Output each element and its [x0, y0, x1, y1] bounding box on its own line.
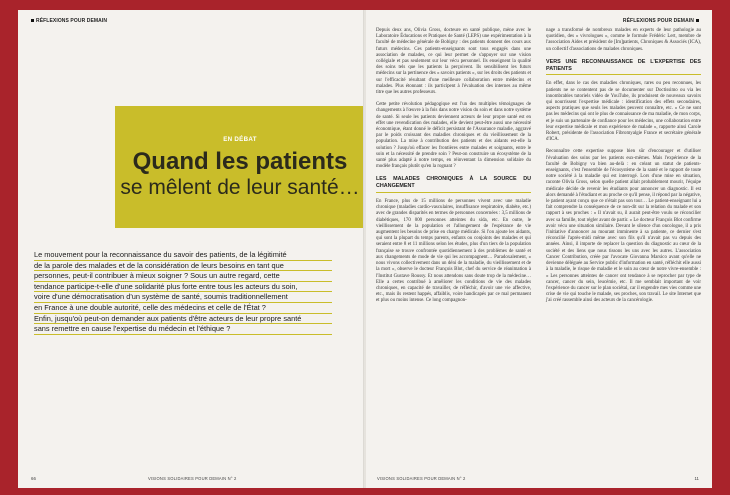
page-number-left: 66 — [31, 476, 36, 481]
page-title-line2: se mêlent de leur santé… — [120, 176, 360, 199]
lede-line: tendance participe-t-elle d'une solidarité plus forte entre tous les acteurs du soin, — [34, 282, 332, 293]
section-label-right — [623, 18, 699, 24]
bullet-icon — [696, 19, 699, 22]
paragraph: Cette petite révolution pédagogique est l'un des multiples témoignages de changements à l'œuvre à la fois dans notre vision du soin et dans notre système de santé. Si seule les patients deviennent acteurs de leur propre santé est en effet une revendication des malades, elle devient peut-être aussi une nécessité économique, étant donné le déficit persistant de l'Assurance maladie, aggravé par le poids croissant des maladies chroniques et du vieillissement de la population. La mise à contribution des patients et des aidants est-elle la solution ? Jusqu'où effacer les frontières entre malades et soignants, entre le soin et la nécessité de prendre soin ? Peut-on construire un écosystème de la santé plus adapté à notre temps, en réinventant la dimension solidaire du modèle français plutôt qu'en la rognant ? — [376, 102, 531, 170]
paragraph: En France, plus de 15 millions de personnes vivent avec une maladie chronique (maladies cardio-vasculaires, insuffisance respiratoire, diabète, etc.) avec de grandes disparités en termes de personnes concernées : 3,5 millions de diabétiques, 170 000 personnes atteintes du sida, etc. En outre, le vieillissement de la population et l'allongement de l'espérance de vie augmentent les besoins de prise en charge médicale. Si l'on ajoute les aidants, qui sont la plupart du temps parents, enfants ou conjoints des malades et qui seraient entre 8 et 11 millions selon les études, plus d'un tiers de la population française se trouve confrontée quotidiennement à des problèmes de santé et aux changements de mode de vie qui les accompagnent… Paradoxalement, « nous vivons collectivement dans un déni de la maladie, du vieillissement et de la mort », observe le docteur François Blot, chef du service de réanimation à l'Institut Gustave Roussy. Et nous attendons sans doute trop de la médecine… Elle a certes contribué à améliorer les conditions de vie des malades chroniques, en capacité de travailler, de réfléchir, d'avoir une vie affective, etc., mais ils restent happés, affaiblis, voire handicapés par ce mal permanent et plus ou moins intense. Ce long compagnon- — [376, 199, 531, 304]
publication-footer-left: VISIONS SOLIDAIRES POUR DEMAIN N° 2 — [148, 476, 237, 481]
section-label-text: RÉFLEXIONS POUR DEMAIN — [622, 18, 694, 24]
lede-line: Le mouvement pour la reconnaissance du savoir des patients, de la légitimité — [34, 250, 332, 261]
kicker: EN DÉBAT — [223, 136, 257, 143]
lede — [34, 250, 332, 335]
page-number-right: 11 — [694, 476, 699, 481]
left-page — [18, 10, 364, 488]
lede-line: voire d'une démocratisation d'un système de santé, soumis traditionnellement — [34, 292, 332, 303]
paragraph: Depuis deux ans, Olivia Gross, docteure en santé publique, mène avec le Laboratoire Éducations et Pratiques de Santé (LEPS) une expérimentation à la faculté de médecine générale de Bobigny : des patients donnent des cours aux futurs médecins. Ces patients-enseignants sont tous engagés dans une association de malades, ce qui leur permet de s'appuyer sur une vision collégiale et pas seulement sur leur vécu personnel. Ils enseignent la qualité des soins tels que les patients la perçoivent. Ils sensibilisent les futurs médecins sur la pertinence des « savoirs patients », sur les droits des patients et sur l'efficacité résultant d'une meilleure collaboration entre médecins et malades. Plus étonnant : ils participent à l'évaluation des internes au même titre que les autres professeurs. — [376, 28, 531, 96]
text-column-1 — [376, 28, 531, 470]
publication-footer-right: VISIONS SOLIDAIRES POUR DEMAIN N° 2 — [377, 476, 466, 481]
section-label-text: RÉFLEXIONS POUR DEMAIN — [36, 18, 108, 24]
paragraph: nage a transformé de nombreux malades en experts de leur pathologie au quotidien, des « vivrologues », comme le formule Frédéric Lert, membre de l'association Aides et président de [Im]patients, Chroniques & Associés (ICA), un collectif d'associations de malades chroniques. — [546, 28, 701, 52]
right-page — [366, 10, 712, 488]
lede-line: Enfin, jusqu'où peut-on demander aux patients d'être acteurs de leur propre santé — [34, 314, 332, 325]
section-heading: VERS UNE RECONNAISSANCE DE L'EXPERTISE DES PATIENTS — [546, 59, 701, 76]
bullet-icon — [31, 19, 34, 22]
page-title-line1: Quand les patients — [132, 148, 348, 175]
section-heading: LES MALADES CHRONIQUES À LA SOURCE DU CHANGEMENT — [376, 176, 531, 193]
lede-line: sans remettre en cause l'expertise du médecin et l'éthique ? — [34, 324, 332, 335]
lede-line: en France à une double autorité, celle des médecins et celle de l'État ? — [34, 303, 332, 314]
lede-line: personnes, peut-il contribuer à mieux soigner ? Sous un autre regard, cette — [34, 271, 332, 282]
section-label-left — [31, 18, 107, 24]
lede-line: de la parole des malades et de la considération de leurs besoins en tant que — [34, 261, 332, 272]
paragraph: Reconnaître cette expertise suppose bien sûr d'encourager et d'utiliser l'évaluation des soins par les patients eux-mêmes. Mais l'expérience de la faculté de Bobigny va bien au-delà : en créant un statut de patients-enseignants, c'est l'ensemble de l'écosystème de la santé et le rapport de toute notre société à la maladie qui est interrogé. Lors d'une mise en situation, raconte Olivia Gross, selon quelle patient allait probablement mourir, l'équipe médicale décide de revenir les étudiants pour annoncer un diagnostic. Il est alors demandé à l'étudiant et au proche ce qu'il pense, il répond par la négative, le patient ayant conçu que ce n'était pas son tour… Le patient-enseignant lui a fait comprendre la conséquence de ce non-dit sur la relation du malade et son rapport à ses proches : « Il n'avait su, il aurait peut-être voulu se réconcilier avec sa famille, tout régler avant de partir. » Le docteur François Blot confirme avoir vécu une situation similaire. Devant le silence d'un oncologue, il a pris l'initiative d'annoncer au mourant imminente à sa patiente, ce dernier s'est réconcilié l'après-midi même avec son fils qu'il n'avait pas vu depuis des années. Ainsi, il importe de replacer la question du diagnostic au cœur de la société et des liens que nous tissons les uns avec les autres. L'association Cancer Contribution, créée par l'avocate Giovanna Marsico avant qu'elle ne devienne déléguée au Service public d'information en santé, réfléchit elle aussi à la maladie, le risque de maladie et le soin au cœur de notre vivre-ensemble : « Les personnes atteintes de cancer ont tendance à se reprocher par type de cancer, cancer du sein, leucémie, etc. Il me semblait important de voir l'expérience du cancer sur le plan sociétal, car il engendre mes vies comme une crise de vie qui touche le malade, ses proches, son travail. Le site Internet que j'ai créé rassemble ainsi des acteurs de la cancérologie. — [546, 149, 701, 304]
paragraph: En effet, dans le cas des maladies chroniques, rares ou peu reconnues, les patients ne se contentent pas de se documenter sur Doctissimo ou via les innombrables tutoriels vidéo de YouTube, ils produisent de nouveaux savoirs qui nourrissent l'expertise médicale : identification des effets secondaires, aspects pratiques que seuls les malades peuvent connaître, etc. « Ce ne sont pas les médecins qui ont le plus de connaissance de ma maladie, de mon corps, et je suis un partenaire de confiance pour les médecins, une collaboration entre leur expertise médicale et mon expérience de malade », rapporte ainsi Carole Robert, présidente de l'association Fibromyalgie France et secrétaire générale d'ICA. — [546, 81, 701, 143]
title-box — [115, 106, 364, 228]
text-column-2 — [546, 28, 701, 470]
